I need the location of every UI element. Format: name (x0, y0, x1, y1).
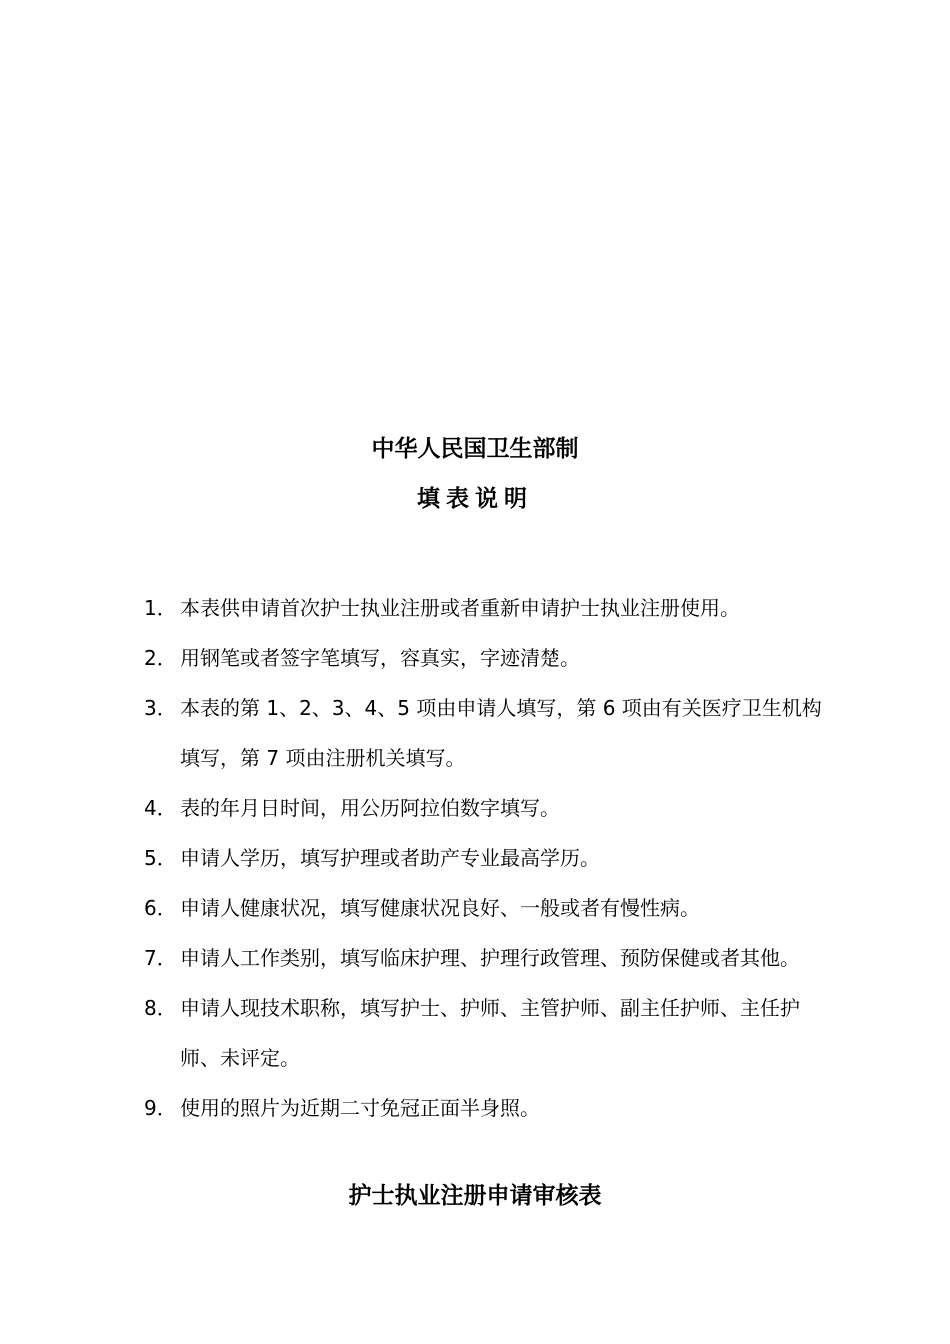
list-item (144, 933, 824, 983)
list-item (144, 983, 824, 1083)
issuing-authority: 中华人民国卫生部制 (371, 436, 579, 462)
list-item (144, 883, 824, 933)
item-text: 本表供申请首次护士执业注册或者重新申请护士执业注册使用。 (180, 596, 740, 620)
instructions-list (144, 583, 824, 1133)
item-number: 2． (144, 646, 177, 670)
item-number: 6． (144, 896, 177, 920)
form-title: 护士执业注册申请审核表 (348, 1183, 602, 1209)
item-text: 本表的第 1、2、3、4、5 项由申请人填写，第 6 项由有关医疗卫生机构填写，第 7 项由注册机关填写。 (180, 696, 822, 770)
item-text: 申请人健康状况，填写健康状况良好、一般或者有慢性病。 (180, 896, 700, 920)
item-text: 表的年月日时间，用公历阿拉伯数字填写。 (180, 796, 560, 820)
item-number: 7． (144, 946, 177, 970)
item-number: 1． (144, 596, 177, 620)
item-number: 3． (144, 696, 177, 720)
item-text: 申请人现技术职称，填写护士、护师、主管护师、副主任护师、主任护师、未评定。 (180, 996, 800, 1070)
list-item (144, 633, 824, 683)
list-item (144, 583, 824, 633)
item-number: 9． (144, 1096, 177, 1120)
list-item (144, 833, 824, 883)
item-number: 8． (144, 996, 177, 1020)
instructions-title: 填表说明 (417, 486, 533, 512)
item-text: 用钢笔或者签字笔填写，容真实，字迹清楚。 (180, 646, 580, 670)
item-text: 申请人学历，填写护理或者助产专业最高学历。 (180, 846, 600, 870)
list-item (144, 1083, 824, 1133)
item-text: 使用的照片为近期二寸免冠正面半身照。 (180, 1096, 540, 1120)
item-text: 申请人工作类别，填写临床护理、护理行政管理、预防保健或者其他。 (180, 946, 800, 970)
list-item (144, 683, 824, 783)
item-number: 4． (144, 796, 177, 820)
item-number: 5． (144, 846, 177, 870)
list-item (144, 783, 824, 833)
